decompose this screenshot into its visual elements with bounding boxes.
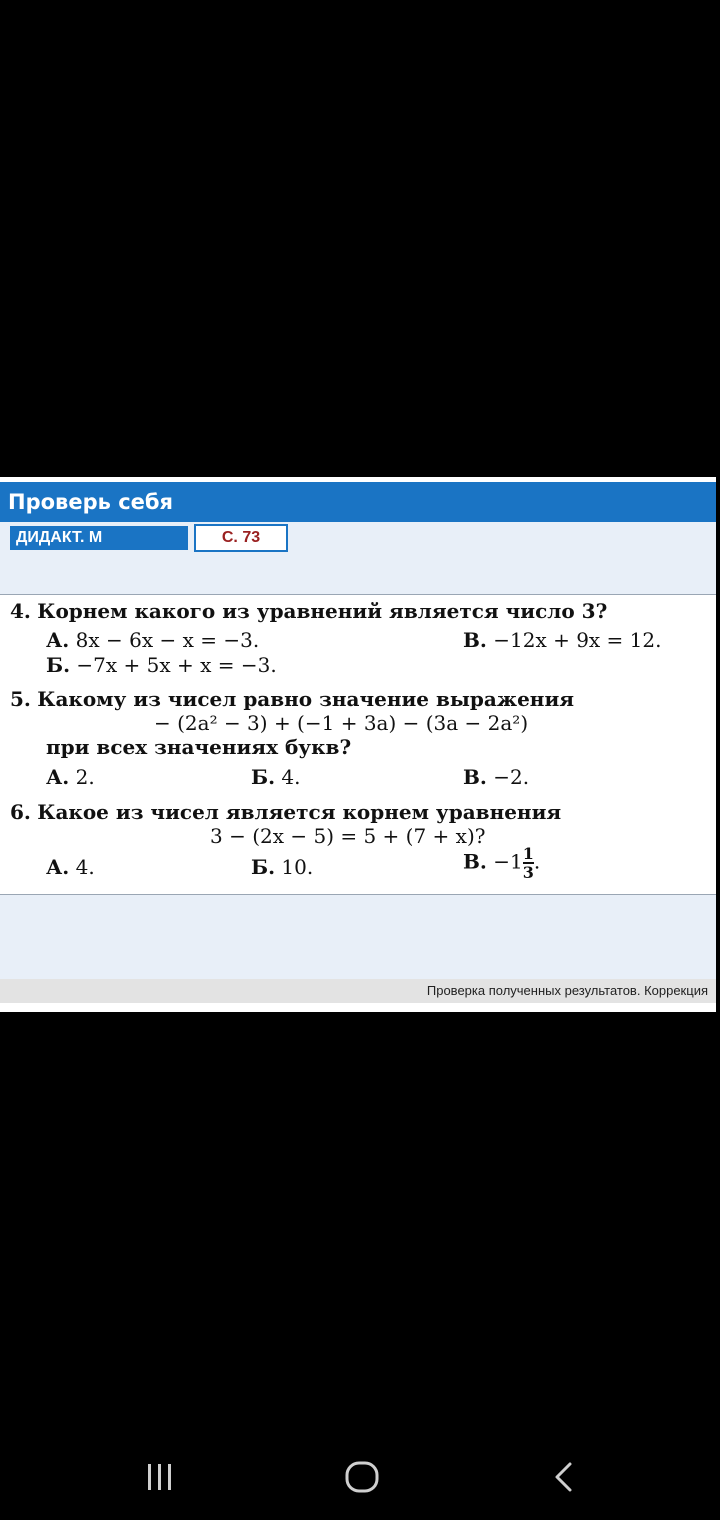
option-value: −7x + 5x + x = −3. — [76, 653, 277, 677]
option-value: 4. — [75, 855, 95, 879]
question-6 — [10, 800, 561, 824]
option-a — [46, 765, 95, 789]
lower-area — [0, 895, 716, 979]
slide-title: Проверь себя — [0, 482, 716, 522]
option-b — [251, 855, 313, 879]
question-5 — [10, 687, 574, 711]
option-label: В. — [463, 849, 487, 874]
option-a — [46, 855, 95, 879]
option-value: −12x + 9x = 12. — [493, 628, 662, 652]
option-v — [463, 628, 661, 652]
option-label: В. — [463, 765, 487, 789]
question-number: 5. — [10, 687, 31, 711]
option-value-whole: −1 — [493, 849, 523, 874]
option-label: А. — [46, 628, 70, 652]
option-v — [463, 765, 529, 789]
slide-footer: Проверка полученных результатов. Коррекция — [0, 979, 716, 1003]
option-value: 10. — [281, 855, 314, 879]
option-value-end: . — [533, 849, 541, 874]
question-number: 6. — [10, 800, 31, 824]
question-4 — [10, 599, 607, 623]
option-b — [251, 765, 301, 789]
option-label: А. — [46, 765, 70, 789]
book-label: ДИДАКТ. М — [10, 526, 188, 550]
back-icon[interactable] — [546, 1460, 582, 1496]
option-value: 2. — [75, 765, 95, 789]
textbook-slide — [0, 477, 716, 1012]
option-value: −2. — [493, 765, 530, 789]
option-b — [46, 653, 277, 677]
option-v — [463, 845, 540, 881]
question-number: 4. — [10, 599, 31, 623]
option-value: 4. — [281, 765, 301, 789]
question-text: Какое из чисел является корнем уравнения — [37, 800, 562, 824]
fraction-numerator: 1 — [522, 844, 534, 863]
option-a — [46, 628, 259, 652]
recent-apps-icon[interactable] — [140, 1460, 180, 1496]
question-expression: − (2a² − 3) + (−1 + 3a) − (3a − 2a²) — [154, 711, 529, 735]
option-value: 8x − 6x − x = −3. — [75, 628, 260, 652]
question-text: Какому из чисел равно значение выражения — [37, 687, 575, 711]
fraction — [523, 845, 534, 881]
question-text: Корнем какого из уравнений является число 3? — [37, 599, 608, 623]
fraction-denominator: 3 — [522, 863, 534, 882]
option-label: А. — [46, 855, 70, 879]
option-label: Б. — [46, 653, 71, 677]
option-label: Б. — [251, 855, 276, 879]
divider — [0, 594, 716, 595]
option-label: В. — [463, 628, 487, 652]
home-icon[interactable] — [340, 1460, 384, 1496]
question-expression: 3 − (2x − 5) = 5 + (7 + x)? — [210, 824, 486, 848]
navigation-bar — [0, 1440, 720, 1520]
option-label: Б. — [251, 765, 276, 789]
page-label: С. 73 — [194, 524, 288, 552]
question-text-continued: при всех значениях букв? — [46, 735, 352, 759]
